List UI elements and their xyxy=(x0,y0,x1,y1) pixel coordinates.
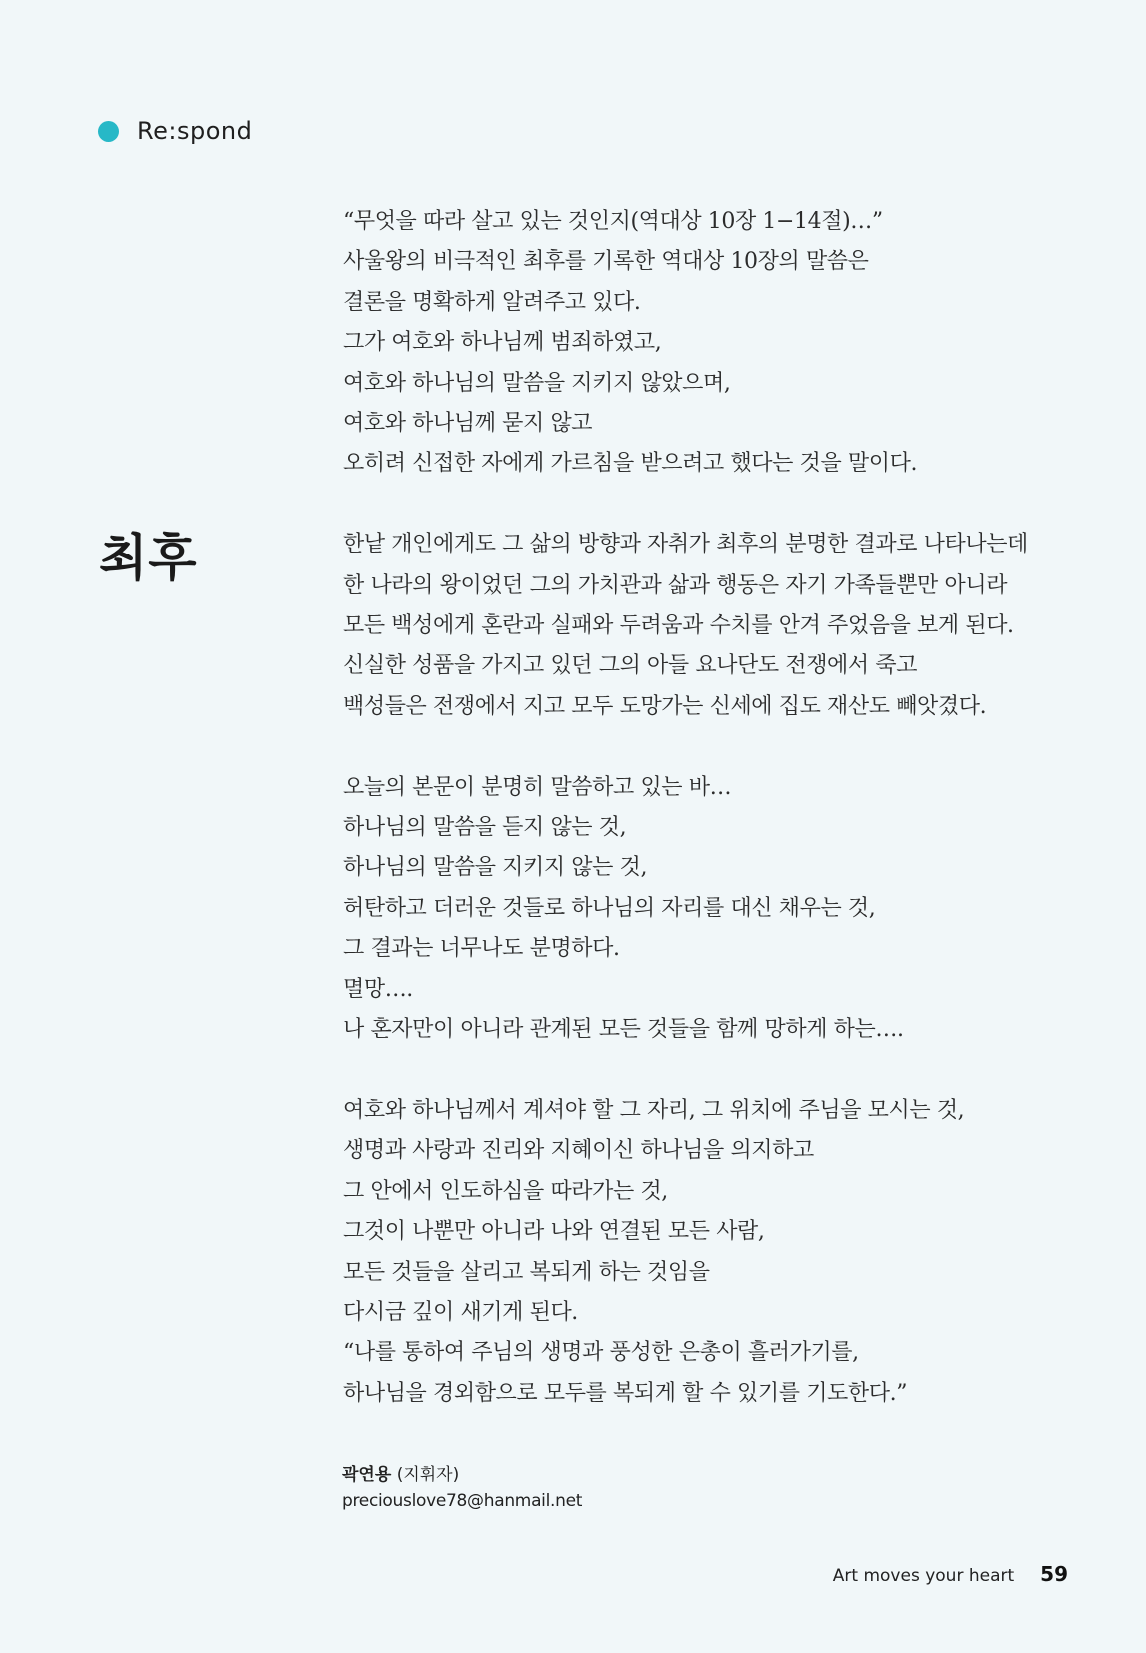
text-line: 사울왕의 비극적인 최후를 기록한 역대상 10장의 말씀은 xyxy=(343,249,869,275)
page-footer xyxy=(833,1562,1068,1586)
text-line: 한낱 개인에게도 그 삶의 방향과 자취가 최후의 분명한 결과로 나타나는데 xyxy=(343,532,1028,558)
text-line: 한 나라의 왕이었던 그의 가치관과 삶과 행동은 자기 가족들뿐만 아니라 xyxy=(343,572,1008,598)
section-title: Re:spond xyxy=(137,117,253,145)
author-role: (지휘자) xyxy=(396,1465,460,1485)
text-line: 그가 여호와 하나님께 범죄하였고, xyxy=(343,330,662,356)
footer-tagline: Art moves your heart xyxy=(832,1566,1015,1586)
article-body xyxy=(343,202,1123,1414)
text-line: 그 안에서 인도하심을 따라가는 것, xyxy=(343,1178,668,1204)
author-name: 곽연용 xyxy=(342,1465,392,1485)
text-line: 나 혼자만이 아니라 관계된 모든 것들을 함께 망하게 하는…. xyxy=(343,1017,904,1043)
text-line: “무엇을 따라 살고 있는 것인지(역대상 10장 1−14절)…” xyxy=(343,209,883,234)
text-line: 결론을 명확하게 알려주고 있다. xyxy=(343,289,641,315)
text-line: 여호와 하나님께서 계셔야 할 그 자리, 그 위치에 주님을 모시는 것, xyxy=(343,1097,965,1123)
text-line: 모든 백성에게 혼란과 실패와 두려움과 수치를 안겨 주었음을 보게 된다. xyxy=(343,613,1014,639)
section-marker xyxy=(98,117,252,145)
text-line: 여호와 하나님의 말씀을 지키지 않았으며, xyxy=(343,370,731,396)
text-line: 하나님의 말씀을 듣지 않는 것, xyxy=(343,815,627,841)
paragraph xyxy=(343,1091,1123,1414)
text-line: 모든 것들을 살리고 복되게 하는 것임을 xyxy=(343,1259,710,1285)
text-line: 그 결과는 너무나도 분명하다. xyxy=(343,936,620,962)
text-line: 오히려 신접한 자에게 가르침을 받으려고 했다는 것을 말이다. xyxy=(343,451,918,477)
text-line: 그것이 나뿐만 아니라 나와 연결된 모든 사람, xyxy=(343,1219,765,1245)
text-line: 하나님을 경외함으로 모두를 복되게 할 수 있기를 기도한다.” xyxy=(343,1380,908,1406)
text-line: 오늘의 본문이 분명히 말씀하고 있는 바… xyxy=(343,774,732,800)
text-line: 멸망…. xyxy=(343,976,413,1002)
text-line: 생명과 사랑과 진리와 지혜이신 하나님을 의지하고 xyxy=(343,1138,814,1164)
article-heading: 최후 xyxy=(99,528,198,587)
author-email: preciouslove78@hanmail.net xyxy=(342,1491,583,1511)
text-line: 하나님의 말씀을 지키지 않는 것, xyxy=(343,855,648,881)
section-dot-icon xyxy=(98,121,119,142)
page-number: 59 xyxy=(1040,1562,1068,1586)
paragraph xyxy=(343,202,1123,485)
text-line: “나를 통하여 주님의 생명과 풍성한 은총이 흘러가기를, xyxy=(343,1340,859,1366)
text-line: 백성들은 전쟁에서 지고 모두 도망가는 신세에 집도 재산도 빼앗겼다. xyxy=(343,693,987,719)
text-line: 여호와 하나님께 묻지 않고 xyxy=(343,411,593,437)
paragraph xyxy=(343,525,1123,727)
author-block xyxy=(342,1462,582,1514)
text-line: 신실한 성품을 가지고 있던 그의 아들 요나단도 전쟁에서 죽고 xyxy=(343,653,918,679)
text-line: 다시금 깊이 새기게 된다. xyxy=(343,1299,578,1325)
paragraph xyxy=(343,768,1123,1051)
text-line: 허탄하고 더러운 것들로 하나님의 자리를 대신 채우는 것, xyxy=(343,895,876,921)
author-line xyxy=(342,1462,582,1488)
